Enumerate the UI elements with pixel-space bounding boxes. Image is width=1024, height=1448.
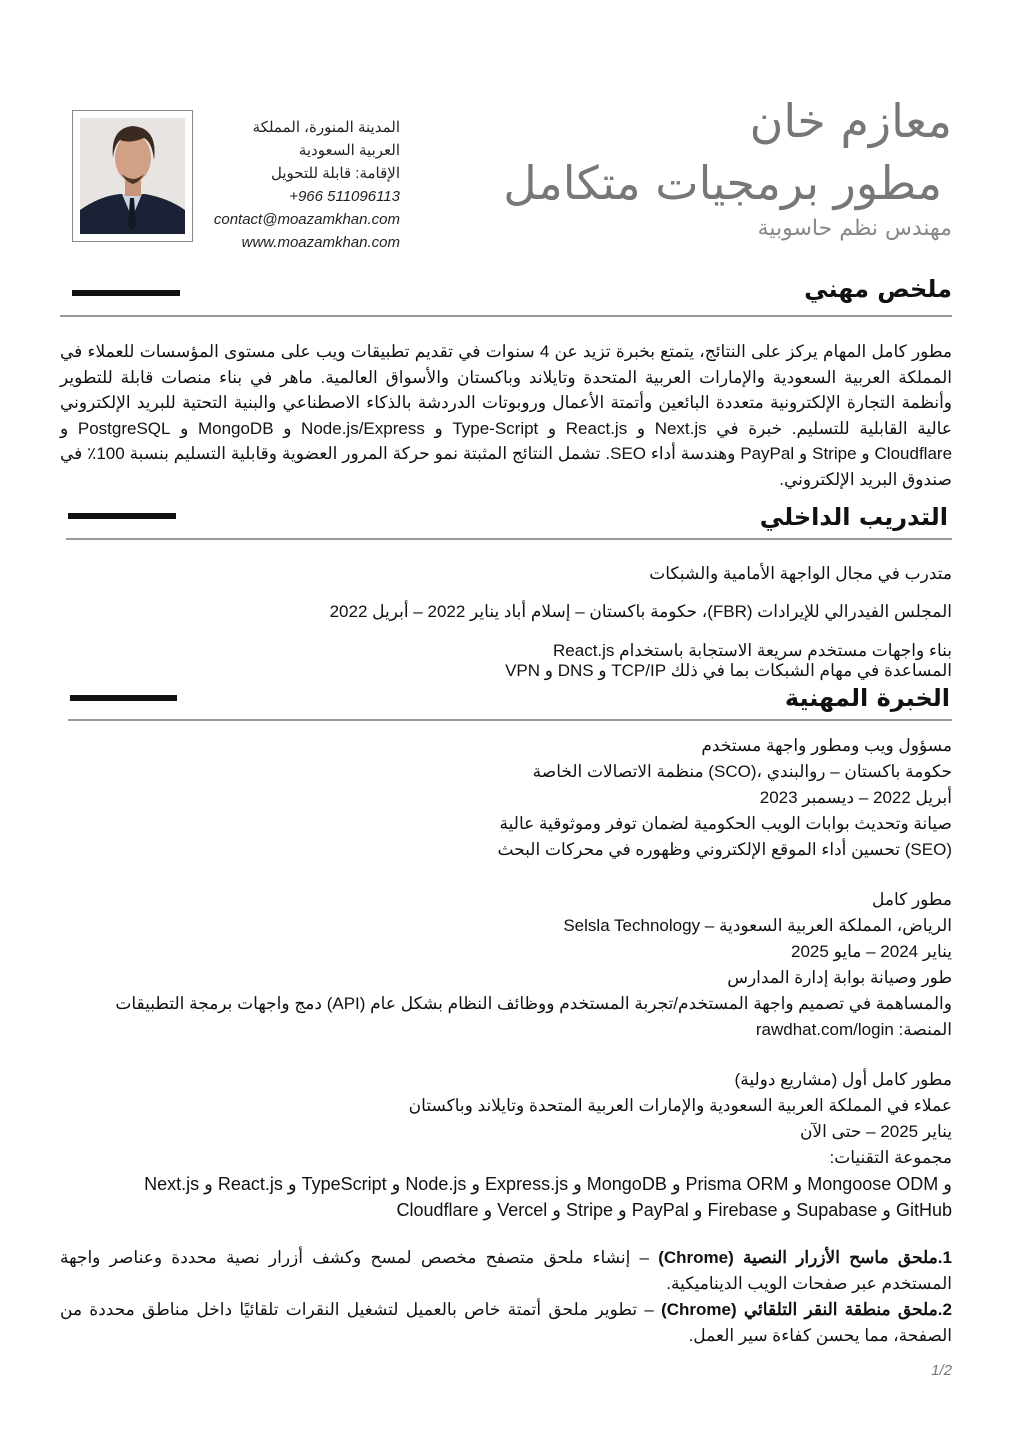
job-1-point: (SEO) تحسين أداء الموقع الإلكتروني وظهوره في محركات البحث	[497, 840, 952, 859]
section-heading-internship: التدريب الداخلي	[759, 503, 948, 531]
job-2	[60, 887, 952, 1043]
project-desc: – إنشاء ملحق متصفح مخصص لمسح وكشف أزرار نصية محددة وعناصر واجهة المستخدم عبر صفحات الويب الديناميكية.	[60, 1248, 952, 1293]
job-2-dates: يناير 2024 – مايو 2025	[791, 942, 952, 961]
job-1-dates: أبريل 2022 – ديسمبر 2023	[759, 788, 952, 807]
projects	[60, 1245, 952, 1349]
internship-org: المجلس الفيدرالي للإيرادات (FBR)، حكومة باكستان – إسلام أباد يناير 2022 – أبريل 2022	[329, 602, 952, 621]
job-subtitle: مهندس نظم حاسوبية	[757, 216, 952, 241]
phone: +966 511096113	[289, 188, 400, 205]
project-title: 2.ملحق منطقة النقر التلقائي (Chrome)	[661, 1300, 952, 1319]
job-2-point: طور وصيانة بوابة إدارة المدارس	[727, 968, 952, 987]
section-divider	[66, 538, 952, 540]
project-item	[60, 1245, 952, 1297]
job-2-org: الرياض، المملكة العربية السعودية – Selsla Technology	[563, 916, 952, 935]
project-item	[60, 1297, 952, 1349]
job-3-stack: و Mongoose ODM و Prisma ORM و MongoDB و Express.js و Node.js و TypeScript و React.js و Next.js	[144, 1174, 952, 1194]
job-1-role: مسؤول ويب ومطور واجهة مستخدم	[701, 736, 952, 755]
candidate-name: معازم خان	[749, 94, 952, 148]
job-title: مطور برمجيات متكامل	[503, 156, 942, 210]
internship-point: المساعدة في مهام الشبكات بما في ذلك TCP/IP و DNS و VPN	[505, 661, 952, 680]
job-2-role: مطور كامل	[871, 890, 952, 909]
internship-section-head	[60, 502, 952, 540]
internship-point: بناء واجهات مستخدم سريعة الاستجابة باستخدام React.js	[553, 641, 952, 660]
profile-photo	[72, 110, 193, 242]
job-1-org: حكومة باكستان – روالبندي ،(SCO) منظمة الاتصالات الخاصة	[532, 762, 952, 781]
section-divider	[68, 719, 952, 721]
experience-section-head	[60, 683, 952, 721]
job-2-point: والمساهمة في تصميم واجهة المستخدم/تجربة المستخدم ووظائف النظام بشكل عام (API) دمج واجهات برمجة التطبيقات	[115, 994, 952, 1013]
job-3-role: مطور كامل أول (مشاريع دولية)	[734, 1070, 952, 1089]
section-heading-experience: الخبرة المهنية	[784, 684, 950, 712]
job-3-stack-label: مجموعة التقنيات:	[829, 1148, 952, 1167]
heading-bar	[70, 695, 177, 701]
summary-section-head	[60, 274, 952, 312]
job-3-clients: عملاء في المملكة العربية السعودية والإمارات العربية المتحدة وتايلاند وباكستان	[408, 1096, 952, 1115]
job-3	[60, 1067, 952, 1223]
summary-text: مطور كامل المهام يركز على النتائج، يتمتع بخبرة تزيد عن 4 سنوات في تقديم تطبيقات ويب على مستوى المؤسسات للعملاء في المملكة العربية السعودية والإمارات العربية المتحدة وتايلاند وباكستان والأسواق العالمية. ماهر في بناء منصات قابلة للتطوير وأنظمة التجارة الإلكترونية متعددة البائعين وأتمتة الأعمال وروبوتات الدردشة بالذكاء الاصطناعي والبنية التحتية للبريد الإلكتروني عالية القابلية للتسليم. خبرة في Next.js و React.js و Type-Script و Node.js/Express و MongoDB و PostgreSQL و Cloudflare و Stripe و PayPal وهندسة أداء SEO. تشمل النتائج المثبتة نمو حركة المرور العضوية وقابلية التسليم بنسبة 100٪ في صندوق البريد الإلكتروني.	[60, 342, 953, 489]
job-1-point: صيانة وتحديث بوابات الويب الحكومية لضمان توفر وموثوقية عالية	[499, 814, 952, 833]
job-1	[60, 733, 952, 863]
residency: الإقامة: قابلة للتحويل	[271, 165, 400, 182]
resume-body	[60, 339, 952, 1349]
contact-block	[200, 116, 400, 254]
section-heading-summary: ملخص مهني	[804, 275, 952, 303]
location-line-1: المدينة المنورة، المملكة	[252, 119, 400, 136]
heading-bar	[68, 513, 176, 519]
internship-role: متدرب في مجال الواجهة الأمامية والشبكات	[649, 564, 952, 583]
job-3-dates: يناير 2025 – حتى الآن	[799, 1122, 952, 1141]
heading-bar	[72, 290, 180, 296]
page-number: 1/2	[931, 1362, 952, 1379]
project-desc: – تطوير ملحق أتمتة خاص بالعميل لتشغيل النقرات تلقائيًا داخل مناطق محددة من الصفحة، مما يحسن كفاءة سير العمل.	[60, 1300, 952, 1345]
section-divider	[60, 315, 952, 317]
job-2-platform-link[interactable]: المنصة: rawdhat.com/login	[755, 1020, 952, 1039]
website-link[interactable]: www.moazamkhan.com	[241, 234, 400, 251]
email-link[interactable]: contact@moazamkhan.com	[213, 211, 400, 228]
project-title: 1.ملحق ماسح الأزرار النصية (Chrome)	[658, 1248, 952, 1267]
job-3-stack: GitHub و Supabase و Firebase و PayPal و Stripe و Vercel و Cloudflare	[396, 1200, 952, 1220]
location-line-2: العربية السعودية	[298, 142, 400, 159]
